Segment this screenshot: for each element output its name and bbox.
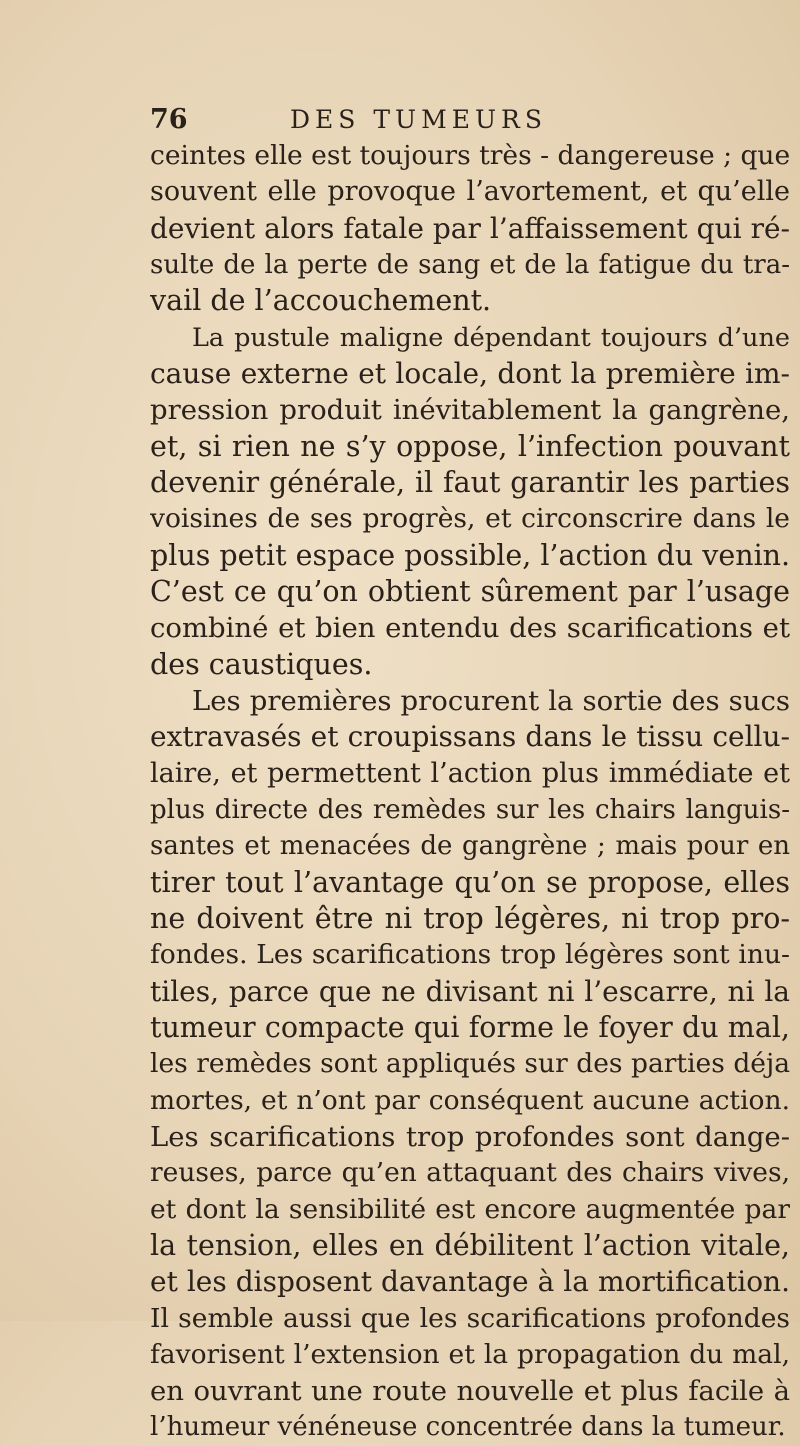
- text-line: voisines de ses progrès, et circonscrire dans le: [150, 503, 790, 535]
- text-line: tumeur compacte qui forme le foyer du mal,: [150, 1010, 790, 1044]
- text-line: favorisent l’extension et la propagation du mal,: [150, 1338, 790, 1370]
- text-line: reuses, parce qu’en attaquant des chairs vives,: [150, 1157, 790, 1189]
- text-line: souvent elle provoque l’avortement, et qu’elle: [150, 176, 790, 208]
- text-line: l’humeur vénéneuse concentrée dans la tumeur.: [150, 1412, 786, 1443]
- text-line: laire, et permettent l’action plus immédiate et: [150, 757, 790, 789]
- page-number: 76: [150, 104, 188, 135]
- body-text: [150, 138, 790, 1446]
- text-line: tirer tout l’avantage qu’on se propose, elles: [150, 865, 790, 899]
- text-line: vail de l’accouchement.: [150, 284, 492, 318]
- text-line: sulte de la perte de sang et de la fatigue du tra-: [150, 249, 790, 280]
- text-line: mortes, et n’ont par conséquent aucune action.: [150, 1084, 790, 1116]
- text-line: santes et menacées de gangrène ; mais pour en: [150, 831, 790, 862]
- text-line: des caustiques.: [150, 647, 373, 681]
- text-line: plus directe des remèdes sur les chairs languis-: [150, 794, 790, 825]
- text-line: devenir générale, il faut garantir les parties: [150, 465, 790, 499]
- text-line: ceintes elle est toujours très - dangereuse ; que: [150, 140, 790, 171]
- text-line: pression produit inévitablement la gangrène,: [150, 394, 790, 427]
- text-line: et dont la sensibilité est encore augmentée par: [150, 1193, 790, 1225]
- text-line: Il semble aussi que les scarifications profondes: [150, 1302, 790, 1334]
- text-line: en ouvrant une route nouvelle et plus facile à: [150, 1375, 790, 1408]
- page-heading: DES TUMEURS: [290, 105, 547, 134]
- text-line: extravasés et croupissans dans le tissu cellu-: [150, 720, 790, 754]
- text-line: plus petit espace possible, l’action du venin.: [150, 538, 790, 572]
- text-line: tiles, parce que ne divisant ni l’escarre, ni la: [150, 974, 790, 1008]
- text-line: Les premières procurent la sortie des sucs: [192, 684, 790, 717]
- text-line: les remèdes sont appliqués sur des parties déja: [150, 1048, 790, 1080]
- text-line: cause externe et locale, dont la première im-: [150, 356, 790, 390]
- text-line: Les scarifications trop profondes sont dange-: [150, 1120, 790, 1153]
- text-line: C’est ce qu’on obtient sûrement par l’usage: [150, 574, 790, 608]
- text-line: et les disposent davantage à la mortification.: [150, 1265, 790, 1299]
- text-line: ne doivent être ni trop légères, ni trop pro-: [150, 901, 790, 935]
- text-line: et, si rien ne s’y oppose, l’infection pouvant: [150, 429, 790, 463]
- text-line: la tension, elles en débilitent l’action vitale,: [150, 1228, 790, 1262]
- text-line: combiné et bien entendu des scarifications et: [150, 612, 790, 645]
- running-head: [150, 100, 790, 140]
- text-line: devient alors fatale par l’affaissement qui ré-: [150, 211, 790, 245]
- text-line: fondes. Les scarifications trop légères sont inu-: [150, 939, 790, 971]
- text-line: La pustule maligne dépendant toujours d’une: [192, 322, 790, 353]
